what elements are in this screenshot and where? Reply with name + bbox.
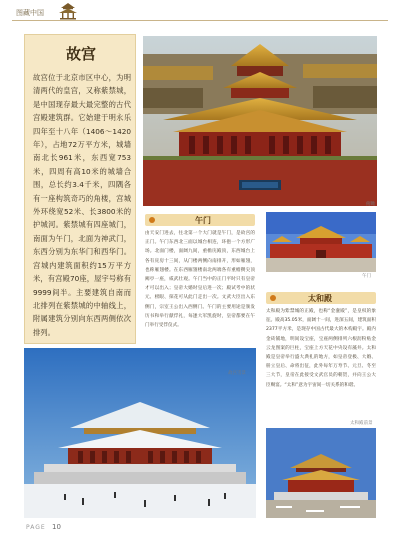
header-divider: [12, 20, 388, 21]
footer-page-label: PAGE: [26, 524, 46, 531]
intro-text: 故宫位于北京市区中心，为明清两代的皇宫，又称紫禁城，是中国现存最大最完整的古代宫殿建筑群。它始建于明永乐四年至十八年（1406～1420年），占地72万平方米，城墙南北长961米，东西宽753米，四周有高10米的城墙合围，总长约3.4千米，四隅各有一座构筑奇巧的角楼，宫城外环绕宽52米、长3800米的护城河。紫禁城有四座城门，南面为午门，北面为神武门，东西分别为东华门和西华门。宫城内建筑面积约15万平方米，有宫殿70座，屋宇号称有9999间半。主要建筑自南而北排列在紫禁城的中轴线上，附属建筑分别向东西两侧依次排列。: [33, 73, 131, 337]
aerial-photo: [143, 36, 377, 206]
taihe-photo-caption: 太和殿前景: [350, 421, 373, 426]
page-header: [0, 0, 400, 24]
aerial-caption: 俯瞰: [366, 202, 375, 207]
palace-snow-photo: [24, 348, 256, 518]
wumen-text: 由天安门进去，往北第一个大门就是午门，是故宫的正门。午门东西北三面以城台相连，环抱一个方形广场。北面门楼，面阔九间，重檐庑殿顶，东西城台上各有庑房十三间，从门楼两侧向南排开，形如雁翅，也称雁翅楼。在东西雁翅楼南北两端各有重檐攒尖顶阙亭一座，威武壮观。午门当中的正门平时只有皇帝才可以出入；皇帝大婚时皇后进一次；殿试考中的状元、榜眼、探花可从此门走出一次。文武大臣出入东侧门，宗室王公出入西侧门。午门的主要用途是颁发历书和举行献俘礼，每逢大军凯旋时，皇帝都要在午门举行受俘仪式。: [145, 231, 255, 329]
intro-panel: [24, 34, 136, 344]
heading-bullet-icon: [270, 295, 276, 301]
page-number: 10: [52, 523, 61, 531]
wumen-title: 午门: [195, 216, 211, 225]
taihe-title: 太和殿: [308, 294, 332, 303]
heading-bullet-icon: [149, 217, 155, 223]
wumen-heading: [145, 214, 255, 226]
snow-photo-caption: 故宫雪景: [228, 371, 246, 376]
wumen-photo: [266, 212, 376, 272]
wumen-photo-caption: 午门: [362, 274, 371, 279]
pavilion-icon: [58, 2, 78, 20]
section-label: 图藏中国: [16, 9, 44, 17]
intro-title: 故宫: [65, 45, 96, 63]
taihe-square-photo: [266, 428, 376, 518]
taihe-heading: [266, 292, 376, 304]
taihe-text: 太和殿为紫禁城的正殿，也称“金銮殿”，是皇权的象征。殿高35.05米，面阔十一间，进深五间，建筑面积2377平方米，是现存中国古代最大的木构殿宇。殿内金砖铺地，明间设宝座，宝座两侧排列六根沥粉贴金云龙图案的巨柱，宝座上方天花中央设有藻井。太和殿是皇帝举行盛大典礼的地方，如皇帝登极、大婚、册立皇后、命将出征，此外每年万寿节、元旦、冬至三大节，皇帝在此接受文武官员的朝贺，并向王公大臣赐宴。“太和”意为宇宙间一切关系的和谐。: [266, 309, 376, 388]
